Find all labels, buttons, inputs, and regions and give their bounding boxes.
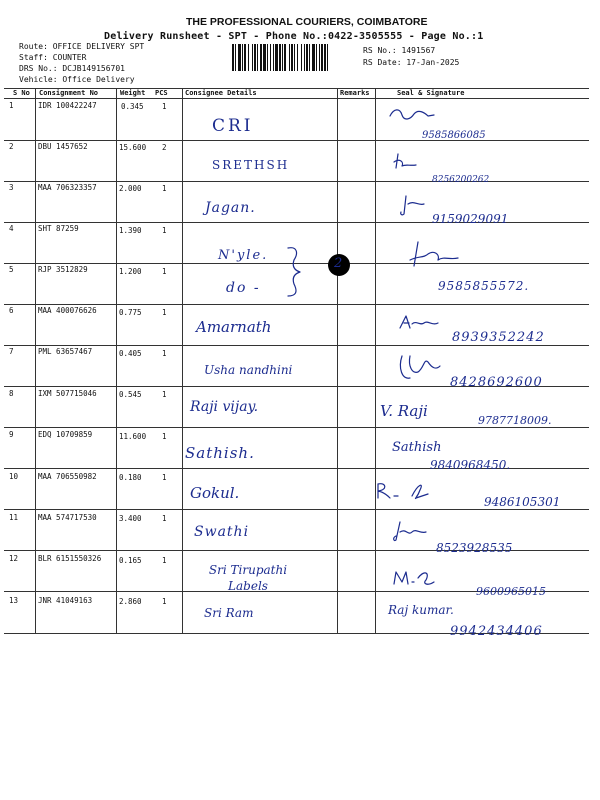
consignee-name: N'yle. xyxy=(218,248,269,263)
row-border xyxy=(4,427,589,428)
header-weight: Weight xyxy=(120,89,146,97)
row-sno: 9 xyxy=(9,430,14,439)
signature-scribble xyxy=(390,520,430,544)
consignment-number: MAA 706323357 xyxy=(38,183,97,192)
row-sno: 8 xyxy=(9,389,14,398)
barcode-bar xyxy=(257,44,258,71)
row-sno: 11 xyxy=(9,513,19,522)
weight-value: 2.000 xyxy=(119,184,142,193)
row-border xyxy=(4,509,589,510)
consignee-name: SRETHSH xyxy=(212,158,290,172)
signature-name: Raj kumar. xyxy=(388,603,454,617)
receiver-phone: 9159029091 xyxy=(432,212,509,226)
receiver-phone: 9486105301 xyxy=(484,495,561,509)
barcode xyxy=(232,44,357,71)
row-sno: 6 xyxy=(9,306,14,315)
weight-value: 15.600 xyxy=(119,143,147,152)
weight-value: 0.180 xyxy=(119,473,142,482)
row-sno: 3 xyxy=(9,183,14,192)
consignee-name: Raji vijay. xyxy=(190,399,259,415)
barcode-bar xyxy=(242,44,243,71)
company-title: THE PROFESSIONAL COURIERS, COIMBATORE xyxy=(186,16,428,28)
signature-scribble xyxy=(398,314,442,332)
barcode-bar xyxy=(267,44,268,71)
barcode-bar xyxy=(279,44,281,71)
header-pcs: PCS xyxy=(155,89,168,97)
row-sno: 2 xyxy=(9,142,14,151)
barcode-bar xyxy=(316,44,317,71)
signature-name: V. Raji xyxy=(380,402,428,420)
barcode-bar xyxy=(319,44,320,71)
receiver-phone: 8428692600 xyxy=(450,375,543,390)
pcs-value: 1 xyxy=(162,556,167,565)
weight-value: 0.345 xyxy=(121,102,144,111)
barcode-bar xyxy=(297,44,298,71)
barcode-bar xyxy=(324,44,326,71)
row-border xyxy=(4,140,589,141)
barcode-bar xyxy=(254,44,256,71)
header-remarks: Remarks xyxy=(340,89,370,97)
receiver-phone: 9942434406 xyxy=(450,624,543,639)
barcode-bar xyxy=(244,44,246,71)
signature-scribble xyxy=(398,352,442,384)
pcs-value: 1 xyxy=(162,597,167,606)
row-border xyxy=(4,304,589,305)
row-border xyxy=(4,181,589,182)
weight-value: 0.775 xyxy=(119,308,142,317)
row-sno: 12 xyxy=(9,554,19,563)
remarks-mark: 2 xyxy=(334,256,343,271)
staff-label: Staff: COUNTER xyxy=(19,53,87,62)
barcode-bar xyxy=(248,44,249,71)
receiver-phone: 9840968450. xyxy=(430,458,511,472)
barcode-bar xyxy=(284,44,286,71)
runsheet-title: Delivery Runsheet - SPT - Phone No.:0422-3505555 - Page No.:1 xyxy=(104,31,484,42)
consignee-name: Usha nandhini xyxy=(204,363,293,377)
barcode-bar xyxy=(312,44,315,71)
pcs-value: 1 xyxy=(162,432,167,441)
consignment-number: DBU 1457652 xyxy=(38,142,88,151)
barcode-bar xyxy=(273,44,274,71)
consignee-name: do - xyxy=(226,280,261,296)
header-sno: S No xyxy=(13,89,30,97)
barcode-bar xyxy=(304,44,305,71)
barcode-bar xyxy=(327,44,328,71)
rs-number: RS No.: 1491567 xyxy=(363,46,436,55)
barcode-bar xyxy=(232,44,234,71)
weight-value: 0.405 xyxy=(119,349,142,358)
signature-scribble xyxy=(392,152,422,172)
barcode-bar xyxy=(263,44,266,71)
consignee-name: Sathish. xyxy=(185,444,255,462)
barcode-bar xyxy=(275,44,278,71)
consignee-name: Amarnath xyxy=(196,318,272,336)
row-sno: 10 xyxy=(9,472,19,481)
header-consignment: Consignment No xyxy=(39,89,99,97)
consignment-number: MAA 706550982 xyxy=(38,472,97,481)
row-sno: 7 xyxy=(9,347,14,356)
pcs-value: 1 xyxy=(162,184,167,193)
receiver-phone: 8523928535 xyxy=(436,541,513,555)
consignee-name: Swathi xyxy=(194,524,250,540)
consignment-number: SHT 87259 xyxy=(38,224,79,233)
consignment-number: IDR 100422247 xyxy=(38,101,97,110)
consignment-number: MAA 574717530 xyxy=(38,513,97,522)
receiver-phone: 9585866085 xyxy=(422,130,486,141)
consignment-number: MAA 400076626 xyxy=(38,306,97,315)
receiver-phone: 8939352242 xyxy=(452,330,545,345)
weight-value: 0.165 xyxy=(119,556,142,565)
signature-scribble xyxy=(398,194,428,218)
consignee-name: Gokul. xyxy=(190,484,240,502)
header-bottom-border xyxy=(4,98,589,99)
weight-value: 0.545 xyxy=(119,390,142,399)
pcs-value: 1 xyxy=(162,267,167,276)
consignment-number: JNR 41049163 xyxy=(38,596,93,605)
weight-value: 1.200 xyxy=(119,267,142,276)
consignee-name: Sri Ram xyxy=(204,606,254,620)
barcode-bar xyxy=(306,44,308,71)
row-sno: 4 xyxy=(9,224,14,233)
weight-value: 1.390 xyxy=(119,226,142,235)
barcode-bar xyxy=(289,44,290,71)
col-divider-weight xyxy=(182,88,183,634)
receiver-phone: 9787718009. xyxy=(478,414,552,427)
col-divider-remarks xyxy=(375,88,376,634)
consignee-name: Sri Tirupathi Labels xyxy=(208,563,288,593)
signature-name: Sathish xyxy=(392,440,442,455)
rs-date: RS Date: 17-Jan-2025 xyxy=(363,58,460,67)
vehicle-label: Vehicle: Office Delivery xyxy=(19,75,135,84)
pcs-value: 1 xyxy=(162,514,167,523)
consignment-number: BLR 6151550326 xyxy=(38,554,102,563)
pcs-value: 1 xyxy=(162,473,167,482)
col-divider-consignee xyxy=(337,88,338,634)
receiver-phone: 8256200262 xyxy=(432,175,490,185)
barcode-bar xyxy=(235,44,236,71)
row-sno: 13 xyxy=(9,596,19,605)
header-seal: Seal & Signature xyxy=(397,89,465,97)
barcode-bar xyxy=(238,44,241,71)
col-divider-sno xyxy=(35,88,36,634)
weight-value: 11.600 xyxy=(119,432,147,441)
pcs-value: 2 xyxy=(162,143,167,152)
barcode-bar xyxy=(282,44,283,71)
barcode-bar xyxy=(270,44,271,71)
barcode-bar xyxy=(309,44,310,71)
consignment-number: PML 63657467 xyxy=(38,347,93,356)
barcode-bar xyxy=(252,44,253,71)
signature-scribble xyxy=(390,566,436,588)
pcs-value: 1 xyxy=(162,226,167,235)
signature-scribble xyxy=(388,106,438,126)
grouping-bracket xyxy=(284,244,308,300)
consignment-number: IXM 507715046 xyxy=(38,389,97,398)
row-border xyxy=(4,345,589,346)
pcs-value: 1 xyxy=(162,102,167,111)
row-sno: 5 xyxy=(9,265,14,274)
consignee-name: CRI xyxy=(212,116,254,136)
header-consignee: Consignee Details xyxy=(185,89,257,97)
pcs-value: 1 xyxy=(162,390,167,399)
consignee-name: Jagan. xyxy=(205,200,256,216)
consignment-number: RJP 3512829 xyxy=(38,265,88,274)
drs-number: DRS No.: DCJB149156701 xyxy=(19,64,125,73)
barcode-bar xyxy=(301,44,302,71)
receiver-phone: 9600965015 xyxy=(476,585,546,598)
signature-scribble xyxy=(408,240,462,270)
barcode-bar xyxy=(321,44,323,71)
barcode-bar xyxy=(291,44,293,71)
pcs-value: 1 xyxy=(162,308,167,317)
weight-value: 2.860 xyxy=(119,597,142,606)
weight-value: 3.400 xyxy=(119,514,142,523)
barcode-bar xyxy=(294,44,295,71)
receiver-phone: 9585855572. xyxy=(438,279,530,293)
col-divider-consignment xyxy=(116,88,117,634)
pcs-value: 1 xyxy=(162,349,167,358)
consignment-number: EDQ 10709859 xyxy=(38,430,93,439)
signature-scribble xyxy=(374,480,440,502)
row-sno: 1 xyxy=(9,101,14,110)
route-label: Route: OFFICE DELIVERY SPT xyxy=(19,42,145,51)
barcode-bar xyxy=(260,44,262,71)
